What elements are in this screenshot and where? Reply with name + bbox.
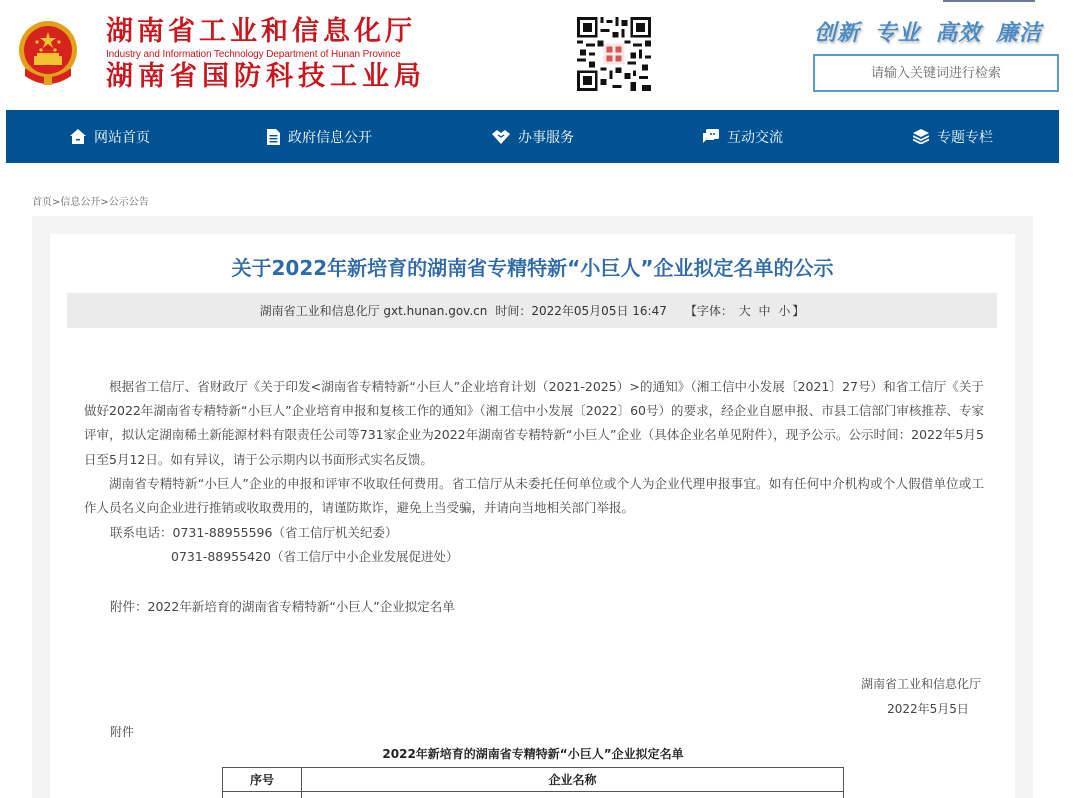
- article-paragraph: 湖南省专精特新“小巨人”企业的申报和评审不收取任何费用。省工信厅从未委托任何单位或个人为企业代理申报事宜。如有任何中介机构或个人假借单位或工作人员名义向企业进行推销或收取费用的，请谨防欺诈，避免上当受骗，并请向当地相关部门举报。: [84, 475, 984, 516]
- article-title: 关于2022年新培育的湖南省专精特新“小巨人”企业拟定名单的公示: [231, 256, 834, 280]
- article-source: 湖南省工业和信息化厅 gxt.hunan.gov.cn: [259, 304, 488, 318]
- font-label-open: 【字体：: [684, 304, 733, 318]
- top-accent-bar: [943, 0, 1035, 2]
- document-icon: [267, 129, 280, 145]
- company-list-table: [222, 767, 844, 798]
- column-header-company: 企业名称: [302, 768, 844, 792]
- font-size-control: [685, 302, 805, 319]
- nav-item-special[interactable]: [913, 110, 993, 163]
- search-input[interactable]: [815, 56, 1057, 90]
- breadcrumb-separator: >: [100, 197, 109, 208]
- font-label-close: 】: [792, 304, 805, 318]
- home-icon: [70, 129, 86, 144]
- signature-date: 2022年5月5日: [887, 702, 969, 716]
- search-box[interactable]: [813, 54, 1059, 92]
- nav-item-services[interactable]: [492, 110, 574, 163]
- nav-item-gov-info[interactable]: [267, 110, 372, 163]
- nav-item-home[interactable]: [70, 110, 150, 163]
- attachment-line: [110, 597, 455, 615]
- breadcrumb-notices[interactable]: 公示公告: [108, 197, 149, 208]
- attachment-label: 附件：: [110, 599, 148, 614]
- main-nav: [6, 110, 1059, 163]
- breadcrumb: [32, 193, 149, 208]
- qr-code-icon: [577, 17, 651, 91]
- breadcrumb-home[interactable]: 首页: [32, 197, 52, 208]
- column-header-index: 序号: [223, 768, 302, 792]
- logo-title-cn-1: 湖南省工业和信息化厅: [106, 16, 416, 47]
- appendix-table-title: 2022年新培育的湖南省专精特新“小巨人”企业拟定名单: [382, 747, 684, 761]
- logo-title-cn-2: 湖南省国防科技工业局: [106, 61, 426, 92]
- appendix-label: 附件: [110, 725, 135, 739]
- attachment-link[interactable]: 2022年新培育的湖南省专精特新“小巨人”企业拟定名单: [147, 599, 455, 614]
- font-medium-button[interactable]: 中: [758, 304, 771, 318]
- national-emblem-icon: [17, 20, 79, 88]
- table-row: [223, 792, 844, 798]
- breadcrumb-separator: >: [52, 197, 61, 208]
- layers-icon: [913, 129, 929, 144]
- chat-icon: [703, 129, 719, 145]
- nav-item-interaction[interactable]: [703, 110, 783, 163]
- contact-label: 联系电话：: [110, 525, 173, 540]
- site-header: [0, 0, 1080, 110]
- slogan: 创新 专业 高效 廉洁: [814, 21, 1042, 46]
- article-time: [495, 302, 667, 319]
- article-meta: [67, 293, 997, 328]
- nav-item-label: 办事服务: [518, 129, 574, 146]
- article-body: [84, 375, 984, 520]
- nav-item-label: 专题专栏: [937, 129, 993, 146]
- signature-org: 湖南省工业和信息化厅: [860, 677, 981, 691]
- nav-item-label: 网站首页: [94, 129, 150, 146]
- font-large-button[interactable]: 大: [738, 304, 751, 318]
- logo-title-en: Industry and Information Technology Department of Hunan Province: [106, 49, 401, 60]
- contact-phone-1: 0731-88955596（省工信厅机关纪委）: [172, 525, 398, 540]
- breadcrumb-info-public[interactable]: 信息公开: [60, 197, 101, 208]
- nav-item-label: 政府信息公开: [288, 129, 372, 146]
- article-paragraph: 根据省工信厅、省财政厅《关于印发<湖南省专精特新“小巨人”企业培育计划（2021-2025）>的通知》（湘工信中小发展〔2021〕27号）和省工信厅《关于做好2022年湖南省专精特新“小巨人”企业培育申报和复核工作的通知》（湘工信中小发展〔2022〕60号）的要求，经企业自愿申报、市县工信部门审核推荐、专家评审，拟认定湖南稀土新能源材料有限责任公司等731家企业为2022年湖南省专精特新“小巨人”企业（具体企业名单见附件），现予公示。公示时间：2022年5月5日至5月12日。如有异议，请于公示期内以书面形式实名反馈。: [84, 379, 984, 467]
- time-label: 时间：: [495, 304, 532, 318]
- table-header-row: [223, 768, 844, 792]
- handshake-icon: [492, 130, 510, 144]
- contact-info: [110, 521, 458, 569]
- contact-phone-2: 0731-88955420（省工信厅中小企业发展促进处）: [171, 549, 459, 564]
- site-logo[interactable]: [106, 16, 426, 93]
- time-value: 2022年05月05日 16:47: [531, 304, 667, 318]
- nav-item-label: 互动交流: [727, 129, 783, 146]
- font-small-button[interactable]: 小: [778, 304, 791, 318]
- signature: [861, 672, 981, 722]
